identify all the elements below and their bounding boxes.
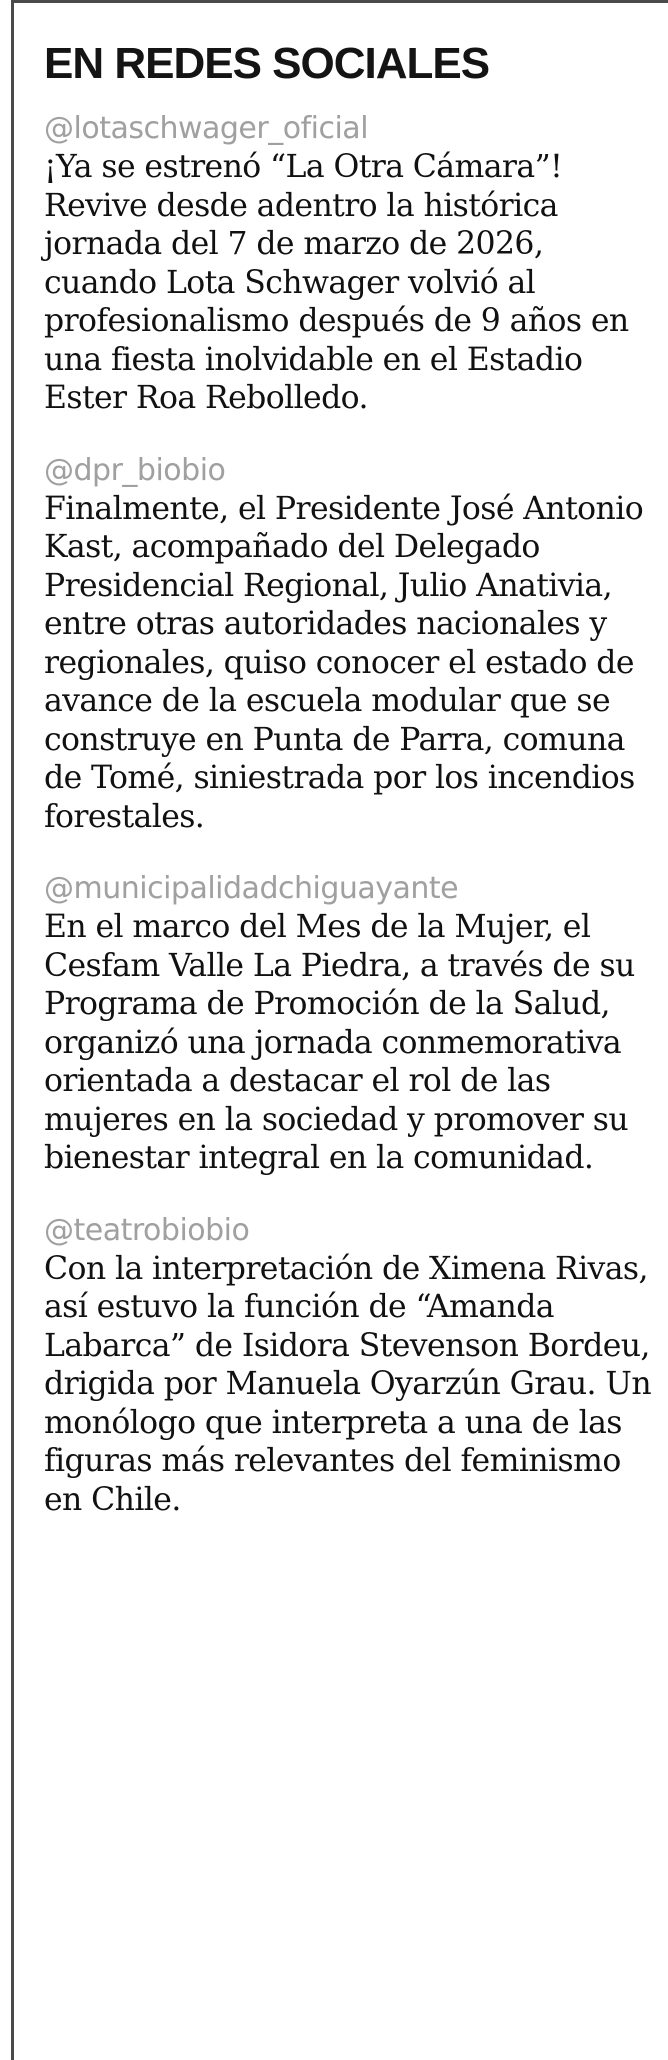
post-handle: @lotaschwager_oficial [44,111,369,146]
social-post [44,110,654,418]
post-handle: @dpr_biobio [44,452,226,488]
left-border-rule [11,0,14,2060]
post-text: Con la interpretación de Ximena Rivas, así estuvo la función de “Amanda Labarca” de Isidora Stevenson Bordeu, drigida por Manuela Oyarzún Grau. Un monólogo que interpreta a una de las figuras más relevantes del feminismo en Chile. [44,1250,652,1518]
social-post [44,452,654,837]
post-text: ¡Ya se estrenó “La Otra Cámara”! Revive desde adentro la histórica jornada del 7 de marzo de 2026, cuando Lota Schwager volvió al profesionalismo después de 9 años en una fiesta inolvidable en el Estadio Ester Roa Rebolledo. [44,149,629,416]
post-text: En el marco del Mes de la Mujer, el Cesfam Valle La Piedra, a través de su Programa de Promoción de la Salud, organizó una jornada conmemorativa orientada a destacar el rol de las mujeres en la sociedad y promover su bienestar integral en la comunidad. [44,909,635,1176]
social-post [44,1212,654,1520]
post-text: Finalmente, el Presidente José Antonio Kast, acompañado del Delegado Presidencial Regional, Julio Anativia, entre otras autoridades nacionales y regionales, quiso conocer el estado de avance de la escuela modular que se construye en Punta de Parra, comuna de Tomé, siniestrada por los incendios forestales. [44,490,644,835]
social-post [44,870,654,1178]
section-title: EN REDES SOCIALES [44,39,490,88]
post-handle: @municipalidadchiguayante [44,871,459,906]
column-content [44,36,654,1553]
post-handle: @teatrobiobio [44,1212,250,1248]
top-border-rule [11,0,668,3]
